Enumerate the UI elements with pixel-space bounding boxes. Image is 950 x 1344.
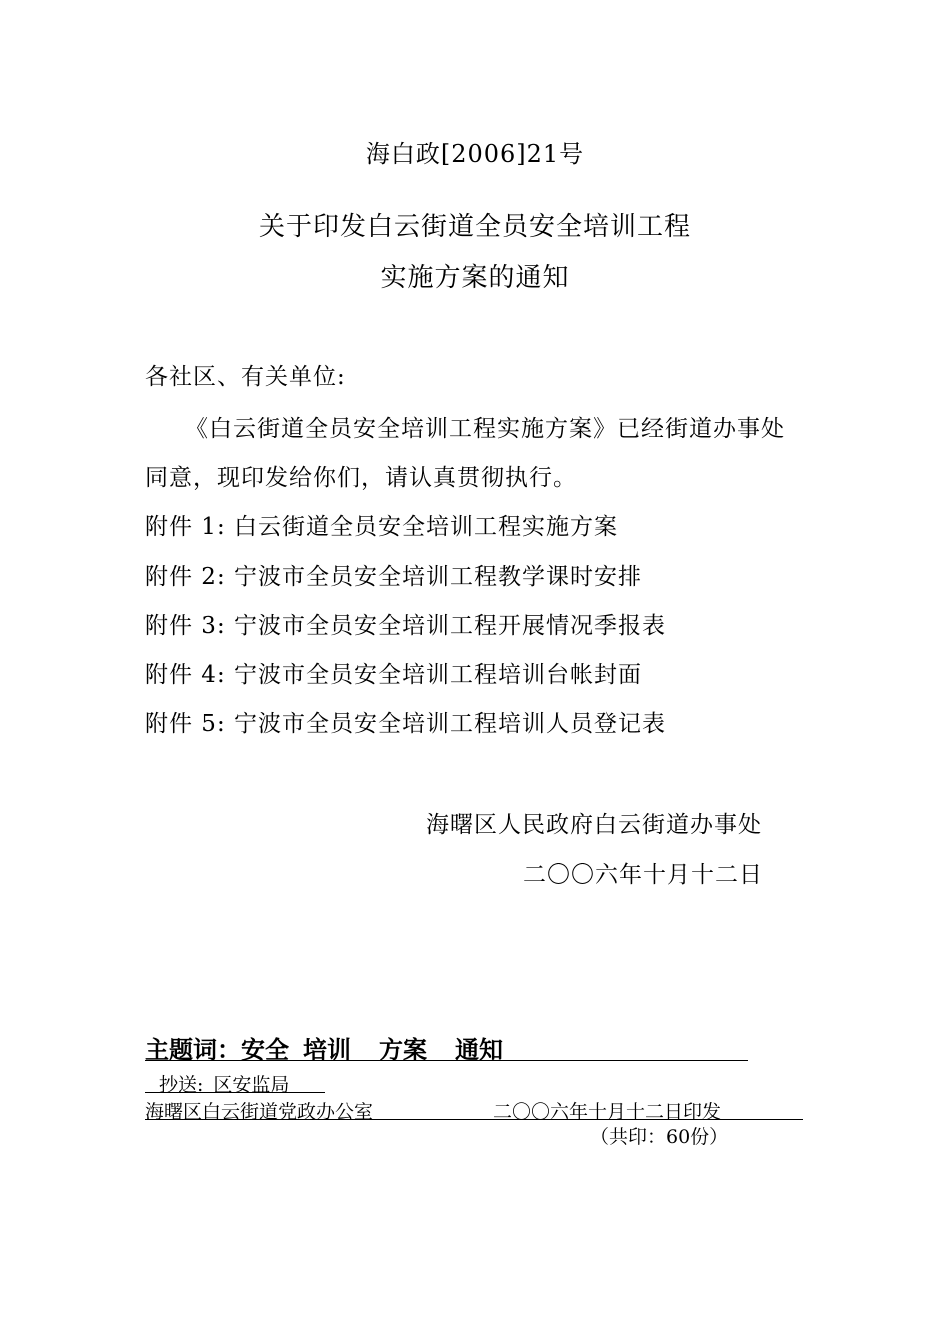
document-title-line-1: 关于印发白云街道全员安全培训工程 — [258, 212, 691, 242]
print-copies: （共印：60份） — [590, 1126, 729, 1148]
body-paragraph-line-2: 同意，现印发给你们，请认真贯彻执行。 — [145, 465, 577, 491]
attachment-item: 附件 5: 宁波市全员安全培训工程培训人员登记表 — [145, 711, 667, 737]
issuing-office: 海曙区白云街道党政办公室 — [145, 1101, 374, 1123]
subject-label: 主题词： — [145, 1036, 241, 1064]
attachment-item: 附件 2: 宁波市全员安全培训工程教学课时安排 — [145, 564, 643, 590]
attachment-item: 附件 4: 宁波市全员安全培训工程培训台帐封面 — [145, 662, 643, 688]
issuer-line — [145, 1097, 803, 1123]
attachment-item: 附件 1: 白云街道全员安全培训工程实施方案 — [145, 514, 619, 540]
issue-date: 二〇〇六年十月十二日印发 — [493, 1101, 722, 1123]
signature-date: 二〇〇六年十月十二日 — [523, 862, 763, 888]
subject-keyword: 方案 — [379, 1036, 427, 1064]
subject-keyword: 培训 — [303, 1036, 351, 1064]
cc-recipient: 区安监局 — [213, 1074, 290, 1096]
cc-label: 抄送: — [159, 1074, 204, 1096]
cc-line — [145, 1070, 325, 1096]
document-number: 海白政[2006]21号 — [365, 140, 585, 168]
signer-organization: 海曙区人民政府白云街道办事处 — [426, 812, 762, 838]
document-title-line-2: 实施方案的通知 — [380, 263, 570, 293]
body-paragraph-line-1: 《白云街道全员安全培训工程实施方案》已经街道办事处 — [185, 416, 785, 442]
subject-keyword: 通知 — [455, 1036, 503, 1064]
attachment-item: 附件 3: 宁波市全员安全培训工程开展情况季报表 — [145, 613, 667, 639]
salutation: 各社区、有关单位: — [145, 364, 346, 390]
subject-keywords-line — [145, 1030, 748, 1064]
subject-keyword: 安全 — [241, 1036, 289, 1064]
